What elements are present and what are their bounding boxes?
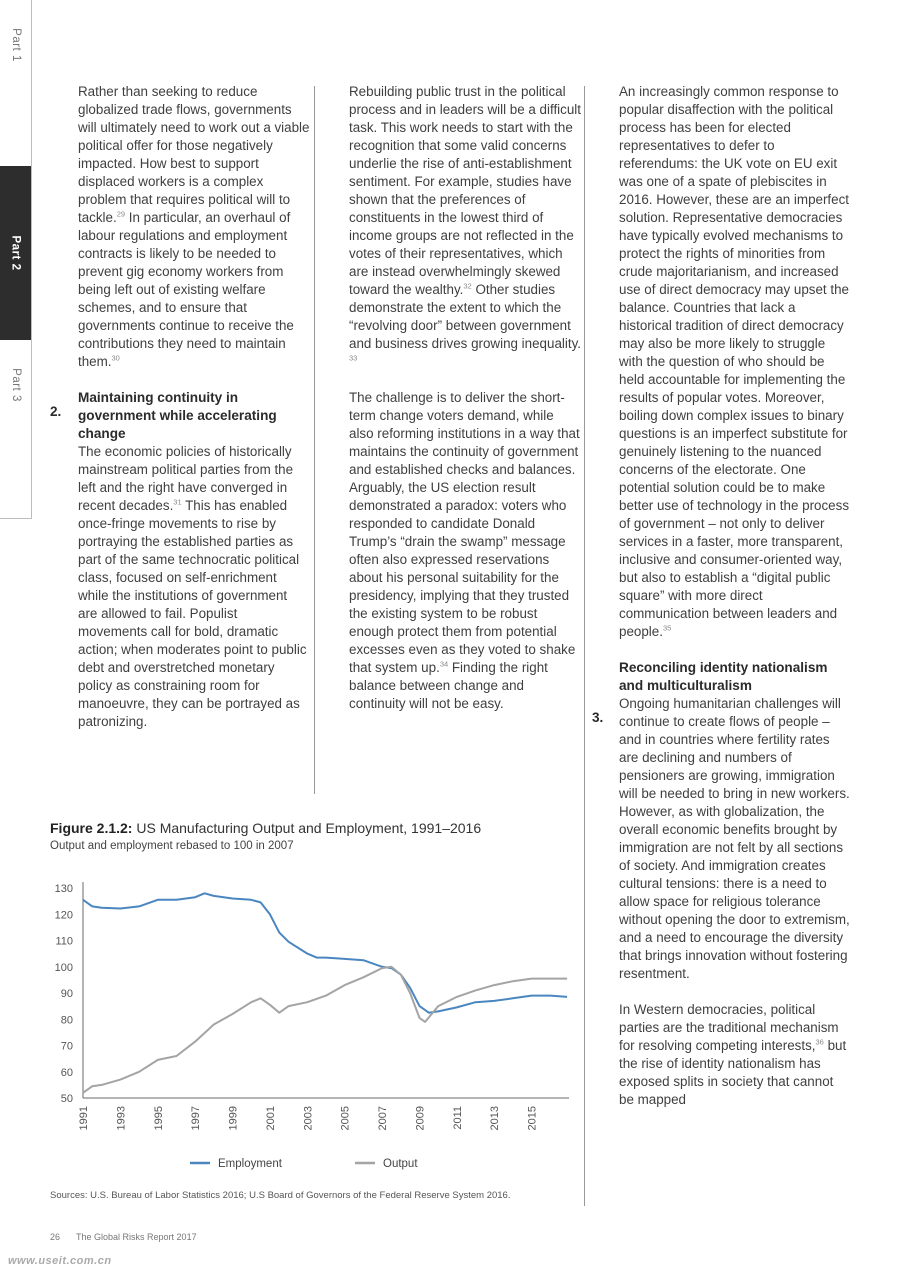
figure-title: Figure 2.1.2: US Manufacturing Output and Employment, 1991–2016 xyxy=(50,820,482,836)
x-tick-label: 2007 xyxy=(377,1106,390,1131)
page-footer xyxy=(50,1232,197,1242)
text-column-2 xyxy=(349,83,581,713)
y-tick-label: 110 xyxy=(55,935,73,948)
footnote-ref[interactable]: 35 xyxy=(662,623,672,633)
x-tick-label: 2009 xyxy=(414,1106,427,1131)
list-number-2: 2. xyxy=(50,404,62,419)
footnote-ref[interactable]: 34 xyxy=(439,659,449,669)
paragraph: Rebuilding public trust in the political process and in leaders will be a difficult task. This work needs to start with the recognition that some valid concerns underlie the rise of anti-establishment sentiment. For example, studies have shown that the preferences of constituents in the lowest third of income groups are not reflected in the votes of their representatives, which are instead overwhelmingly skewed toward the wealthy.$^{32}$ Other studies demonstrate the extent to which the “revolving door” between government and business drives growing inequality. $^{33}$ xyxy=(349,84,581,363)
paragraph: In Western democracies, political parties are the traditional mechanism for resolving competing interests,$^{36}$ but the rise of identity nationalism has exposed splits in society that cannot be mapped xyxy=(619,1002,847,1107)
tab-part-3[interactable]: Part 3 xyxy=(9,368,22,402)
legend-label-employment: Employment xyxy=(218,1158,282,1170)
text-column-1 xyxy=(78,83,310,731)
tab-part-2[interactable]: Part 2 xyxy=(0,166,31,340)
footnote-ref[interactable]: 32 xyxy=(463,281,472,291)
tab-part-1[interactable]: Part 1 xyxy=(9,28,22,62)
paragraph: Ongoing humanitarian challenges will continue to create flows of people – and in countries where fertility rates are declining and numbers of pensioners are growing, immigration will be needed to bring in new workers. However, as with globalization, the overall economic benefits brought by immigration are not felt by all sections of society. And immigration creates cultural tensions: there is a need to allow space for religious tolerance without opening the door to extremism, and a need to encourage the diversity that brings innovation without fostering resentment. xyxy=(619,696,850,981)
list-number-3: 3. xyxy=(592,710,604,725)
series-line-employment xyxy=(83,893,567,1012)
figure-sources: Sources: U.S. Bureau of Labor Statistics 2016; U.S Board of Governors of the Federal Reserve System 2016. xyxy=(50,1190,511,1201)
x-tick-label: 1997 xyxy=(190,1106,203,1131)
column-divider xyxy=(314,86,315,794)
y-tick-label: 130 xyxy=(54,883,73,895)
x-tick-label: 2015 xyxy=(526,1106,539,1131)
legend-label-output: Output xyxy=(383,1158,418,1170)
x-tick-label: 2003 xyxy=(302,1106,315,1131)
y-tick-label: 60 xyxy=(60,1066,73,1079)
report-title: The Global Risks Report 2017 xyxy=(76,1232,197,1242)
y-tick-label: 80 xyxy=(60,1014,73,1027)
y-tick-label: 100 xyxy=(54,961,73,974)
x-tick-label: 2005 xyxy=(339,1106,352,1131)
y-tick-label: 50 xyxy=(60,1093,73,1105)
paragraph: The economic policies of historically mainstream political parties from the left and the right have converged in recent decades.$^{31}$ This has enabled once-fringe movements to rise by portraying the established parties as part of the same technocratic political class, focused on self-enrichment while the institutions of government are allowed to fail. Populist movements call for bold, dramatic action; when moderates point to public debt and overstretched monetary policy as constraining room for manoeuvre, they can be portrayed as patronizing. xyxy=(78,444,307,729)
section-heading-3: Reconciling identity nationalism and multiculturalism xyxy=(619,660,828,693)
x-tick-label: 1993 xyxy=(115,1106,128,1131)
footnote-ref[interactable]: 36 xyxy=(815,1037,824,1047)
y-tick-label: 70 xyxy=(60,1040,73,1053)
line-chart xyxy=(45,870,585,1180)
series-line-output xyxy=(83,967,567,1093)
watermark: www.useit.com.cn xyxy=(8,1255,112,1267)
page-number: 26 xyxy=(50,1232,61,1242)
paragraph: An increasingly common response to popular disaffection with the political process has been for elected representatives to defer to referendums: the UK vote on EU exit was one of a spate of plebiscites in 2016. However, these are an imperfect solution. Representative democracies have typically evolved mechanisms to protect the rights of minorities from crude majoritarianism, and increased use of direct democracy may upset the balance. Countries that lack a historical tradition of direct democracy may also be more likely to struggle with the question of who should be held accountable for implementing the results of popular votes. Moreover, boiling down complex issues to binary questions is an imperfect substitute for genuinely listening to the nuanced concerns of the electorate. One potential solution could be to make better use of technology in the process of government – not only to deliver services in a faster, more transparent, inclusive and consumer-oriented way, but also to establish a “digital public square” with more direct communication between leaders and people.$^{35}$ xyxy=(619,84,850,639)
figure-subtitle: Output and employment rebased to 100 in 2007 xyxy=(50,840,294,852)
x-tick-label: 1991 xyxy=(78,1106,90,1131)
footnote-ref[interactable]: 31 xyxy=(173,497,182,507)
x-tick-label: 2013 xyxy=(489,1106,502,1131)
y-tick-label: 120 xyxy=(54,909,73,922)
x-tick-label: 2001 xyxy=(264,1106,277,1131)
paragraph: Rather than seeking to reduce globalized trade flows, governments will ultimately need to work out a viable political offer for those negatively impacted. How best to support displaced workers is a complex problem that requires political will to tackle.$^{29}$ In particular, an overhaul of labour regulations and employment contracts is likely to be needed to prevent gig economy workers from being left out of existing welfare schemes, and to ensure that governments continue to receive the contributions they need to maintain them.$^{30}$ xyxy=(78,84,310,369)
text-column-3 xyxy=(619,83,851,1109)
x-tick-label: 1995 xyxy=(152,1106,165,1131)
y-tick-label: 90 xyxy=(60,988,73,1000)
footnote-ref[interactable]: 29 xyxy=(116,209,126,219)
section-heading-2: Maintaining continuity in government while accelerating change xyxy=(78,390,277,441)
paragraph: The challenge is to deliver the short-term change voters demand, while also reforming institutions in a way that maintains the continuity of government and established checks and balances. Arguably, the US election result demonstrated a paradox: voters who responded to candidate Donald Trump’s “drain the swamp” message often also expressed reservations about his personal suitability for the presidency, implying that they trusted the existing system to be robust enough protect them from potential excesses even as they voted to shake that system up.$^{34}$ Finding the right balance between change and continuity will not be easy. xyxy=(349,390,580,711)
x-tick-label: 2011 xyxy=(451,1106,464,1130)
x-tick-label: 1999 xyxy=(227,1106,240,1131)
footnote-ref[interactable]: 30 xyxy=(111,353,120,363)
part-navigation xyxy=(0,0,32,519)
footnote-ref[interactable]: 33 xyxy=(349,353,358,363)
